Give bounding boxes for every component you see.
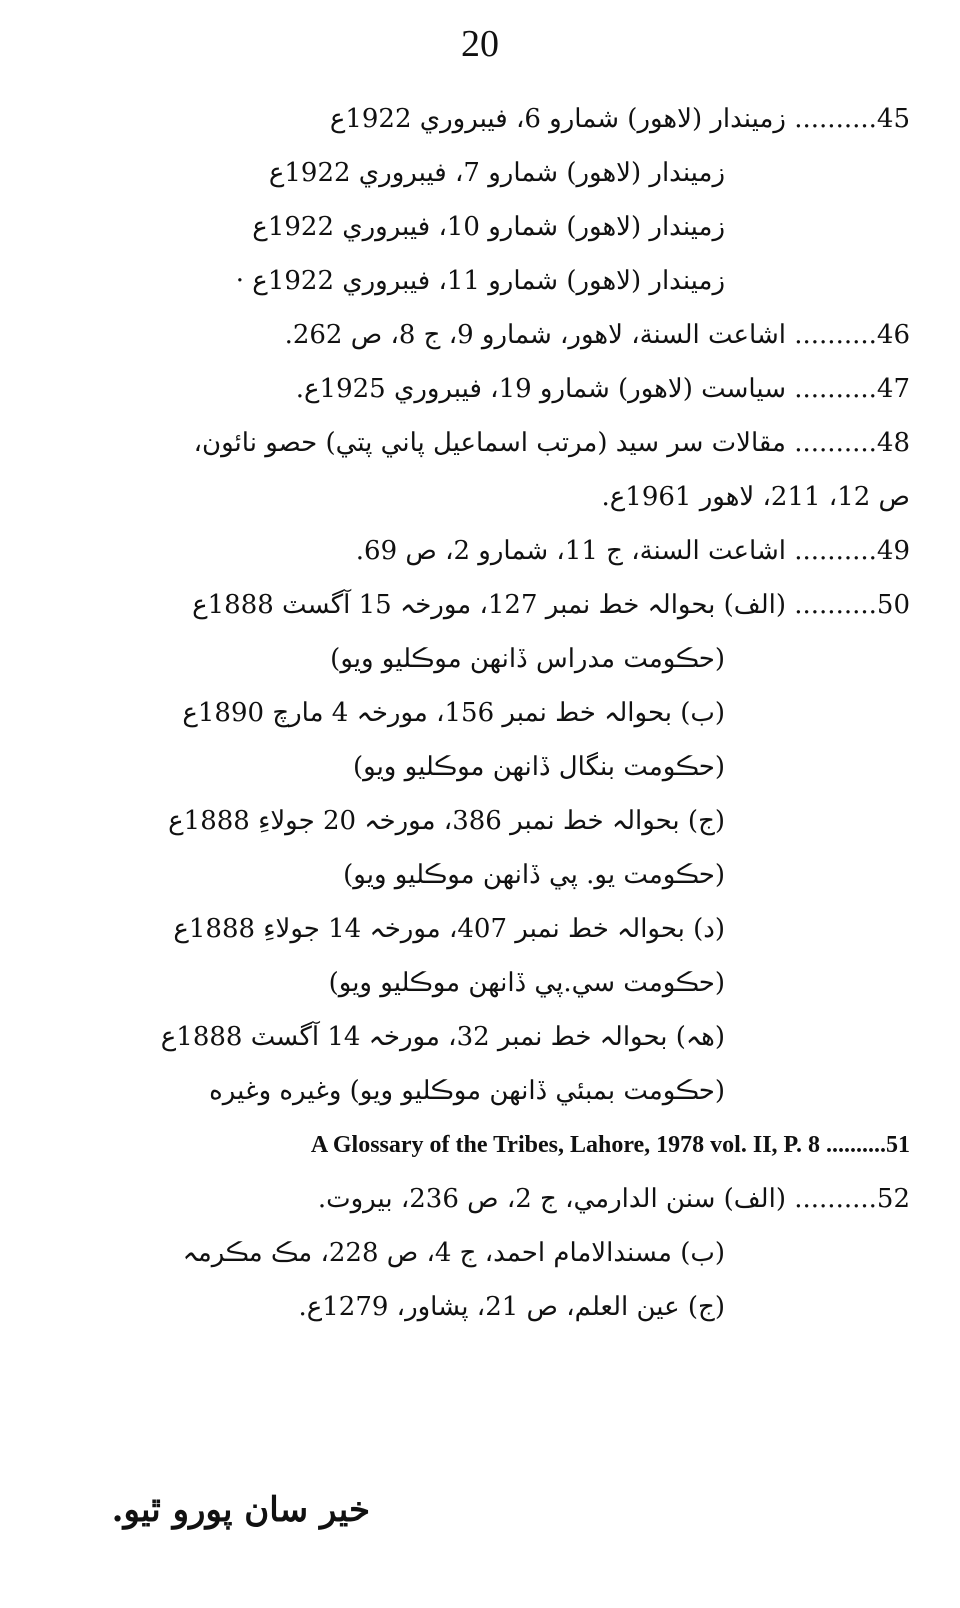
footnote-45 [20,92,910,146]
footnote-48 [20,416,910,470]
footnote-number: 46 [876,320,910,350]
footnote-subline: (حڪومت بنگال ڏانهن موڪليو ويو) [353,752,725,782]
leader-dots: .......... [794,536,877,566]
footnote-number: 48 [876,428,910,458]
closing-line: خير سان پورو ٿيو. [111,1490,370,1530]
leader-dots: .......... [794,428,877,458]
footnote-51: A Glossary of the Tribes, Lahore, 1978 vol. II, P. 8 ..........51 [310,1132,910,1158]
footnote-number: 52 [876,1184,910,1214]
footnote-subline: (ب) بحوالہ خط نمبر 156، مورخہ 4 مارچ 1890ع [182,698,725,728]
footnote-continuation: ص 12، 211، لاهور 1961ع. [601,482,910,512]
footnote-text: سياست (لاهور) شمارو 19، فيبروري 1925ع. [295,374,786,404]
footnote-subline: (ج) بحوالہ خط نمبر 386، مورخہ 20 جولاءِ 1888ع [168,806,725,836]
footnote-47 [20,362,910,416]
footnote-subline: (د) بحوالہ خط نمبر 407، مورخہ 14 جولاءِ 1888ع [173,914,725,944]
footnote-text: مقالات سر سيد (مرتب اسماعيل پاني پتي) حصو نائون، [193,428,786,458]
footnote-text: (الف) بحوالہ خط نمبر 127، مورخہ 15 آگسٽ 1888ع [192,590,786,620]
footnote-list [20,92,910,1334]
footnote-text: (الف) سنن الدارمي، ج 2، ص 236، بيروت. [317,1184,786,1214]
footnote-number: 45 [876,104,910,134]
footnote-subline: (حڪومت سي.پي ڏانهن موڪليو ويو) [328,968,725,998]
footnote-number: 47 [876,374,910,404]
footnote-number: 49 [876,536,910,566]
leader-dots: .......... [794,590,877,620]
footnote-52 [20,1172,910,1226]
footnote-number: 50 [876,590,910,620]
page-number: 20 [461,23,499,65]
footnote-subline: زميندار (لاهور) شمارو 7، فيبروري 1922ع [268,158,725,188]
footnote-46 [20,308,910,362]
footnote-text: اشاعت السنة، ج 11، شمارو 2، ص 69. [355,536,786,566]
leader-dots: .......... [794,1184,877,1214]
footnote-text: اشاعت السنة، لاهور، شمارو 9، ج 8، ص 262. [284,320,786,350]
footnote-text: زميندار (لاهور) شمارو 6، فيبروري 1922ع [329,104,786,134]
leader-dots: .......... [794,320,877,350]
footnote-subline: (حڪومت يو. پي ڏانهن موڪليو ويو) [343,860,725,890]
footnote-subline: (ج) عين العلم، ص 21، پشاور، 1279ع. [298,1292,725,1322]
footnote-subline: (حڪومت مدراس ڏانهن موڪليو ويو) [330,644,725,674]
footnote-subline: (هہ) بحوالہ خط نمبر 32، مورخہ 14 آگسٽ 1888ع [160,1022,725,1052]
footnote-subline: (حڪومت بمبئي ڏانهن موڪليو ويو) وغيره وغيره [209,1076,725,1106]
footnote-50 [20,578,910,632]
footnote-subline: زميندار (لاهور) شمارو 10، فيبروري 1922ع [252,212,725,242]
footnote-subline: زميندار (لاهور) شمارو 11، فيبروري 1922ع · [235,266,725,296]
footnote-49 [20,524,910,578]
footnote-subline: (ب) مسندالامام احمد، ج 4، ص 228، مڪ مڪرمہ [182,1238,725,1268]
leader-dots: .......... [794,374,877,404]
leader-dots: .......... [794,104,877,134]
